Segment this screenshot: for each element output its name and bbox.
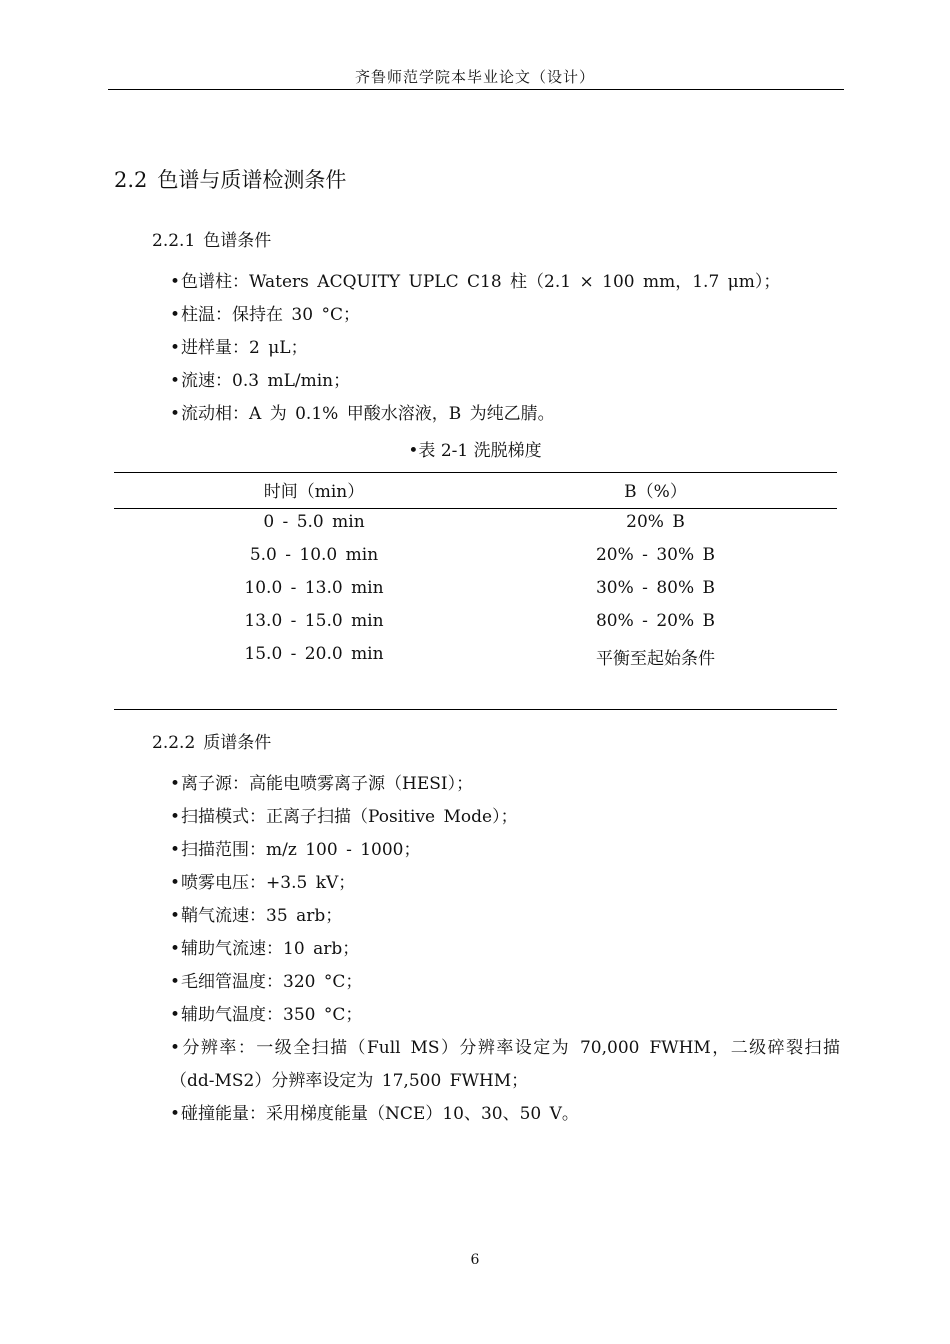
running-header: 齐鲁师范学院本毕业论文（设计） bbox=[354, 68, 595, 86]
list-item: •毛细管温度：320 °C； bbox=[170, 972, 363, 992]
table-row: 5.0 - 10.0 min 20% - 30% B bbox=[249, 545, 716, 565]
section-title: 色谱与质谱检测条件 bbox=[157, 168, 347, 192]
table-row: 13.0 - 15.0 min 80% - 20% B bbox=[244, 611, 716, 631]
table-header-time: 时间（min） bbox=[263, 482, 365, 502]
ms-conditions-list bbox=[170, 768, 840, 1131]
list-item: •柱温：保持在 30 °C； bbox=[170, 305, 360, 325]
section-heading bbox=[114, 164, 346, 194]
table-header-rule bbox=[114, 508, 837, 509]
table-caption: •表 2-1 洗脱梯度 bbox=[408, 441, 542, 461]
list-item: •分辨率：一级全扫描（Full MS）分辨率设定为 70,000 FWHM，二级碎裂扫描（dd-MS2）分辨率设定为 17,500 FWHM； bbox=[170, 1038, 840, 1091]
subsection-number: 2.2.2 bbox=[152, 733, 196, 753]
table-header-b: B（%） bbox=[624, 482, 687, 502]
list-item: •扫描模式：正离子扫描（Positive Mode）； bbox=[170, 807, 518, 827]
list-item: •扫描范围：m/z 100 - 1000； bbox=[170, 840, 421, 860]
list-item: •鞘气流速：35 arb； bbox=[170, 906, 343, 926]
table-top-rule bbox=[114, 472, 837, 473]
table-row: 15.0 - 20.0 min 平衡至起始条件 bbox=[244, 644, 715, 669]
list-item: •碰撞能量：采用梯度能量（NCE）10、30、50 V。 bbox=[170, 1104, 579, 1124]
list-item: •喷雾电压：+3.5 kV； bbox=[170, 873, 356, 893]
subsection-heading-ms bbox=[152, 728, 271, 753]
header-rule bbox=[108, 89, 844, 90]
list-item: •流动相：A 为 0.1% 甲酸水溶液，B 为纯乙腈。 bbox=[170, 404, 555, 424]
table-row: 0 - 5.0 min 20% B bbox=[263, 512, 685, 532]
list-item: •色谱柱：Waters ACQUITY UPLC C18 柱（2.1 × 100 mm，1.7 μm）； bbox=[170, 272, 781, 292]
page-number: 6 bbox=[470, 1252, 480, 1268]
list-item: •流速：0.3 mL/min； bbox=[170, 371, 351, 391]
list-item: •离子源：高能电喷雾离子源（HESI）； bbox=[170, 774, 474, 794]
table-bottom-rule bbox=[114, 709, 837, 710]
list-item: •辅助气温度：350 °C； bbox=[170, 1005, 363, 1025]
table-row: 10.0 - 13.0 min 30% - 80% B bbox=[244, 578, 716, 598]
subsection-heading-chrom bbox=[152, 226, 271, 251]
subsection-number: 2.2.1 bbox=[152, 231, 196, 251]
list-item: •进样量：2 μL； bbox=[170, 338, 308, 358]
list-item: •辅助气流速：10 arb； bbox=[170, 939, 360, 959]
section-number: 2.2 bbox=[114, 168, 148, 192]
subsection-title: 色谱条件 bbox=[203, 231, 272, 251]
subsection-title: 质谱条件 bbox=[203, 733, 272, 753]
table-header-row bbox=[114, 477, 837, 510]
chrom-conditions-list bbox=[170, 266, 840, 431]
